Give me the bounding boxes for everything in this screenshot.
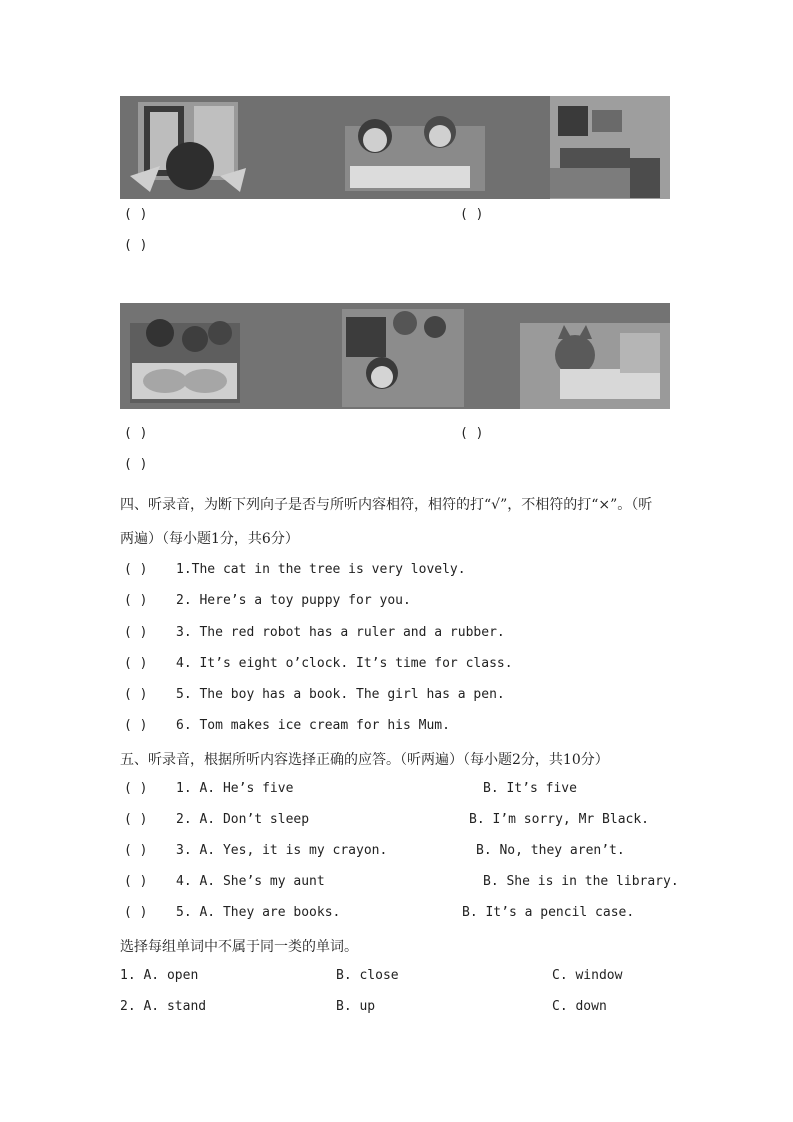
picture-strip-2: [120, 303, 670, 409]
answer-blank[interactable]: ( ): [124, 562, 148, 577]
answer-blank[interactable]: ( ): [124, 874, 148, 889]
answer-blank[interactable]: ( ): [124, 905, 148, 920]
answer-blank[interactable]: ( ): [124, 656, 148, 671]
option-b: B. close: [336, 968, 399, 983]
option-b: B. up: [336, 999, 376, 1014]
question-text: 1.The cat in the tree is very lovely.: [176, 562, 466, 577]
option-b: B. I’m sorry, Mr Black.: [469, 812, 650, 827]
answer-blank[interactable]: ( ): [124, 843, 148, 858]
section-4-title: 四、听录音，为断下列向子是否与所听内容相符，相符的打“√”，不相符的打“×”。（听: [120, 497, 653, 513]
question-text: 4. It’s eight o’clock. It’s time for class.: [176, 656, 513, 671]
answer-blank[interactable]: ( ): [124, 207, 148, 222]
option-b: B. No, they aren’t.: [476, 843, 625, 858]
answer-blank[interactable]: ( ): [460, 426, 484, 441]
option-a: 2. A. stand: [120, 999, 207, 1014]
answer-blank[interactable]: ( ): [124, 457, 148, 472]
question-text: 5. The boy has a book. The girl has a pen.: [176, 687, 505, 702]
answer-blank[interactable]: ( ): [124, 687, 148, 702]
answer-blank[interactable]: ( ): [124, 593, 148, 608]
question-text: 2. Here’s a toy puppy for you.: [176, 593, 411, 608]
children-at-desk-picture: [130, 319, 240, 403]
option-a: 1. A. open: [120, 968, 199, 983]
cat-picture: [520, 323, 670, 409]
option-b: B. She is in the library.: [483, 874, 679, 889]
answer-blank[interactable]: ( ): [124, 718, 148, 733]
question-text: 3. The red robot has a ruler and a rubber.: [176, 625, 505, 640]
answer-blank[interactable]: ( ): [124, 426, 148, 441]
answer-blank[interactable]: ( ): [460, 207, 484, 222]
window-girl-picture: [130, 102, 246, 192]
section-5-title: 五、听录音，根据所听内容选择正确的应答。（听两遍）（每小题2分，共10分）: [120, 752, 609, 768]
option-b: B. It’s a pencil case.: [462, 905, 635, 920]
option-a: 4. A. She’s my aunt: [176, 874, 325, 889]
section-6-title: 选择每组单词中不属于同一类的单词。: [120, 939, 358, 955]
computer-room-picture: [550, 96, 670, 199]
section-4-title-cont: 两遍）（每小题1分，共6分）: [120, 531, 299, 547]
question-text: 6. Tom makes ice cream for his Mum.: [176, 718, 450, 733]
answer-blank[interactable]: ( ): [124, 238, 148, 253]
answer-blank[interactable]: ( ): [124, 781, 148, 796]
option-c: C. down: [552, 999, 607, 1014]
option-b: B. It’s five: [483, 781, 577, 796]
family-room-picture: [342, 309, 464, 407]
option-a: 1. A. He’s five: [176, 781, 294, 796]
option-a: 3. A. Yes, it is my crayon.: [176, 843, 388, 858]
option-a: 5. A. They are books.: [176, 905, 341, 920]
classroom-children-picture: [345, 116, 485, 191]
picture-strip-1: [120, 96, 670, 199]
option-c: C. window: [552, 968, 623, 983]
answer-blank[interactable]: ( ): [124, 812, 148, 827]
answer-blank[interactable]: ( ): [124, 625, 148, 640]
option-a: 2. A. Don’t sleep: [176, 812, 310, 827]
